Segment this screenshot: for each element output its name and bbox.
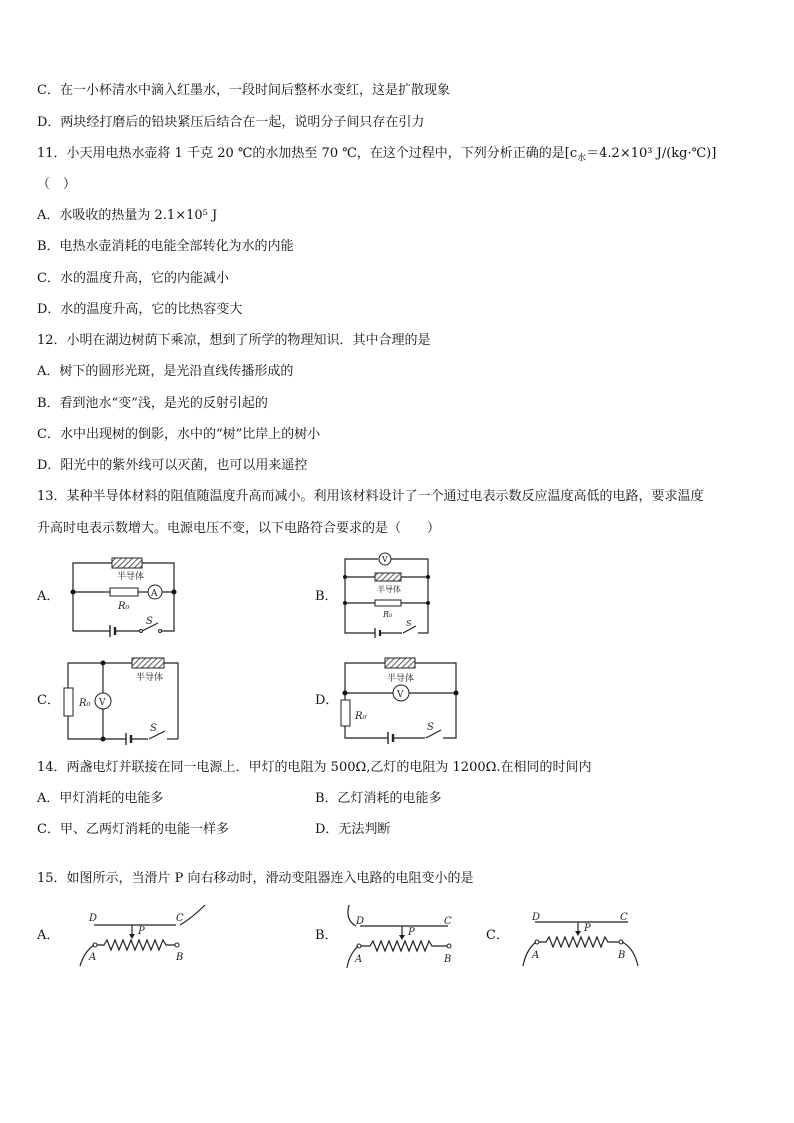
- q10-option-c: C．在一小杯清水中滴入红墨水，一段时间后整杯水变红，这是扩散现象: [37, 83, 450, 98]
- terminal-c-label: C: [444, 916, 452, 927]
- q11-option-d: D．水的温度升高，它的比热容变大: [37, 302, 243, 317]
- r0-label: R₀: [79, 698, 91, 709]
- r0-label: R₀: [383, 610, 393, 619]
- q13-label-d: D．: [315, 693, 339, 708]
- semiconductor-label: 半导体: [136, 673, 164, 683]
- q12-stem: 12．小明在湖边树荫下乘凉，想到了所学的物理知识．其中合理的是: [37, 333, 431, 348]
- terminal-c-label: C: [176, 913, 184, 924]
- q14-option-c: C．甲、乙两灯消耗的电能一样多: [37, 822, 229, 837]
- r0-resistor: [110, 588, 138, 596]
- circuit-b: [343, 553, 430, 638]
- terminal-a-label: A: [355, 954, 363, 965]
- terminal-b-label: B: [176, 952, 184, 963]
- q11-stem-sub: 水: [577, 153, 587, 164]
- r0-resistor: [64, 688, 73, 716]
- switch-label: S: [427, 722, 434, 733]
- terminal-d-label: D: [356, 916, 365, 927]
- switch-label: S: [146, 616, 153, 627]
- terminal-d-label: D: [532, 912, 541, 923]
- terminal-a-label: A: [89, 952, 97, 963]
- q11-paren: （ ）: [37, 177, 77, 192]
- terminal-d-label: D: [89, 913, 98, 924]
- q10-option-d: D．两块经打磨后的铅块紧压后结合在一起，说明分子间只存在引力: [37, 115, 425, 130]
- q15-label-c: C．: [486, 928, 509, 943]
- q11-stem-tail: ＝4.2×10³ J/(kg·℃)]: [586, 146, 717, 161]
- slider-p-label: P: [138, 926, 145, 937]
- slider-p-label: P: [584, 923, 591, 934]
- q15-label-a: A．: [37, 928, 60, 943]
- ammeter-label: A: [151, 589, 158, 599]
- voltmeter-label: V: [99, 698, 106, 708]
- r0-resistor: [375, 600, 401, 606]
- semiconductor-label: 半导体: [117, 572, 145, 582]
- rheostat-a: [80, 905, 205, 966]
- terminal-a-label: A: [532, 950, 540, 961]
- q13-stem-line1: 13．某种半导体材料的阻值随温度升高而减小。利用该材料设计了一个通过电表示数反应温度高低的电路，要求温度: [37, 489, 704, 504]
- voltmeter-label: V: [397, 690, 404, 700]
- q11-option-c: C．水的温度升高，它的内能减小: [37, 271, 229, 286]
- q11-option-a: A．水吸收的热量为 2.1×10⁵ J: [37, 208, 218, 223]
- semiconductor-resistor: [385, 658, 415, 668]
- semiconductor-label: 半导体: [387, 674, 415, 684]
- q15-label-b: B．: [315, 928, 338, 943]
- q11-stem-text: 11．小天用电热水壶将 1 千克 20 ℃的水加热至 70 ℃，在这个过程中，下列分析正确的是[c: [37, 146, 578, 161]
- r0-resistor: [341, 700, 350, 726]
- q13-label-c: C．: [37, 693, 60, 708]
- semiconductor-resistor: [132, 658, 164, 668]
- q12-option-b: B．看到池水“变”浅，是光的反射引起的: [37, 396, 268, 411]
- terminal-b-label: B: [444, 954, 452, 965]
- q11-option-b: B．电热水壶消耗的电能全部转化为水的内能: [37, 239, 294, 254]
- q14-stem: 14．两盏电灯并联接在同一电源上．甲灯的电阻为 500Ω,乙灯的电阻为 1200Ω.在相同的时间内: [37, 760, 592, 775]
- switch-label: S: [406, 619, 412, 628]
- q12-option-a: A．树下的圆形光斑，是光沿直线传播形成的: [37, 364, 294, 379]
- slider-p-label: P: [408, 927, 415, 938]
- q13-stem-line2: 升高时电表示数增大。电源电压不变，以下电路符合要求的是（ ）: [37, 521, 441, 536]
- q14-option-b: B．乙灯消耗的电能多: [315, 791, 442, 806]
- q13-label-a: A．: [37, 589, 60, 604]
- q14-option-d: D．无法判断: [315, 822, 391, 837]
- circuit-d: [341, 658, 459, 744]
- q12-option-d: D．阳光中的紫外线可以灭菌，也可以用来遥控: [37, 458, 308, 473]
- q13-label-b: B．: [315, 589, 338, 604]
- circuit-a: [71, 558, 177, 637]
- semiconductor-resistor: [112, 558, 142, 568]
- terminal-c-label: C: [620, 912, 628, 923]
- terminal-b-label: B: [618, 950, 626, 961]
- rheostat-c: [523, 912, 638, 966]
- q15-stem: 15．如图所示，当滑片 P 向右移动时，滑动变阻器连入电路的电阻变小的是: [37, 871, 474, 886]
- r0-label: R₀: [118, 601, 130, 612]
- switch-label: S: [150, 723, 157, 734]
- q14-option-a: A．甲灯消耗的电能多: [37, 791, 164, 806]
- semiconductor-resistor: [375, 573, 401, 581]
- voltmeter-label: V: [382, 555, 388, 564]
- circuit-c: [64, 658, 178, 745]
- q12-option-c: C．水中出现树的倒影，水中的“树”比岸上的树小: [37, 427, 321, 442]
- rheostat-b: [347, 905, 452, 968]
- semiconductor-label: 半导体: [377, 585, 401, 594]
- r0-label: R₀: [355, 711, 367, 722]
